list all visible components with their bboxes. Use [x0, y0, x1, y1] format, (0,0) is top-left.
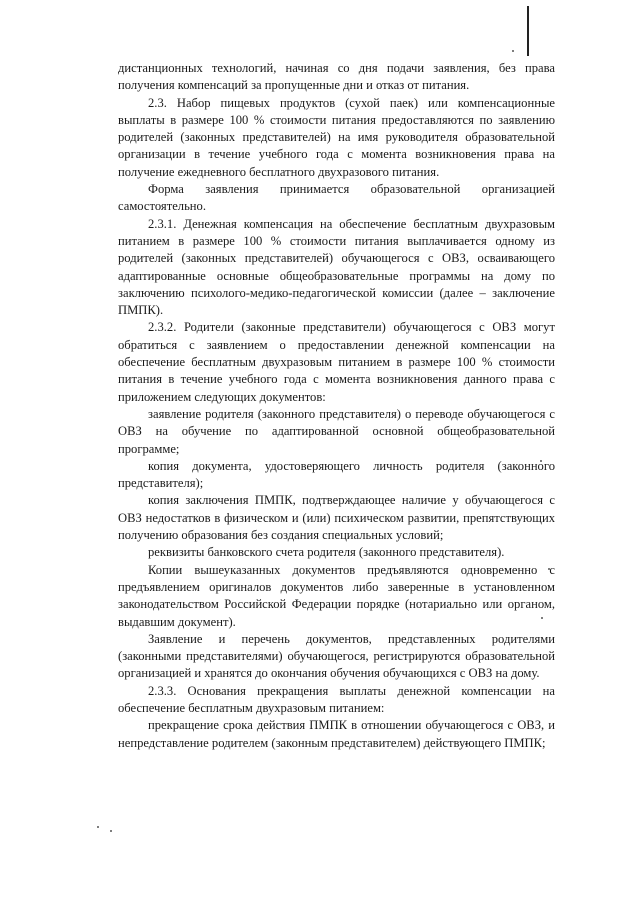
- paragraph: Копии вышеуказанных документов предъявляются одновременно с предъявлением оригиналов документов либо заверенные в установленном законодательством Российской Федерации порядке (нотариально или органом, выдавшим документ).: [118, 562, 555, 629]
- margin-mark: [527, 6, 529, 56]
- list-item: копия документа, удостоверяющего личность родителя (законного представителя);: [118, 458, 555, 491]
- list-item: реквизиты банковского счета родителя (законного представителя).: [148, 545, 505, 560]
- paragraph: 2.3.3. Основания прекращения выплаты денежной компенсации на обеспечение бесплатным двухразовым питанием:: [118, 683, 555, 715]
- paragraph: Заявление и перечень документов, представленных родителями (законными представителями) обучающегося, регистрируются образовательной организацией и хранятся до окончания обучения обучающихся с ОВЗ на дому.: [118, 631, 555, 681]
- list-item: прекращение срока действия ПМПК в отношении обучающегося с ОВЗ, и непредставление родителем (законным представителем) действующего ПМПК;: [118, 718, 555, 750]
- paragraph: 2.3.1. Денежная компенсация на обеспечение бесплатным двухразовым питанием в размере 100 % стоимости питания выплачивается одному из родителей (законных представителей) обучающегося с ОВЗ, осваивающего адаптированные основные общеобразовательные программы на дому по заключению психолого-медико-педагогической комиссии (далее – заключение ПМПК).: [118, 216, 555, 318]
- document-body: [118, 60, 555, 752]
- list-item: копия заключения ПМПК, подтверждающее наличие у обучающегося с ОВЗ недостатков в физическом и (или) психическом развитии, препятствующих получению образования без создания специальных условий;: [118, 493, 555, 543]
- list-item: заявление родителя (законного представителя) о переводе обучающегося с ОВЗ на обучение по адаптированной основной общеобразовательной программе;: [118, 406, 555, 456]
- scan-speck: [110, 830, 112, 832]
- paragraph: 2.3.2. Родители (законные представители) обучающегося с ОВЗ могут обратиться с заявлением о предоставлении денежной компенсации на обеспечение бесплатным двухразовым питанием в размере 100 % стоимости питания в течение учебного года с момента возникновения данного права с приложением следующих документов:: [118, 320, 555, 404]
- paragraph: 2.3. Набор пищевых продуктов (сухой паек) или компенсационные выплаты в размере 100 % стоимости питания предоставляются по заявлению родителей (законных представителей) на имя руководителя образовательной организации в течение учебного года с момента возникновения права на получение ежедневного бесплатного двухразового питания.: [118, 95, 555, 179]
- paragraph: дистанционных технологий, начиная со дня подачи заявления, без права получения компенсаций за пропущенные дни и отказ от питания.: [118, 61, 555, 93]
- scan-speck: [512, 50, 514, 52]
- paragraph: Форма заявления принимается образовательной организацией самостоятельно.: [118, 182, 555, 214]
- scan-speck: [97, 826, 99, 828]
